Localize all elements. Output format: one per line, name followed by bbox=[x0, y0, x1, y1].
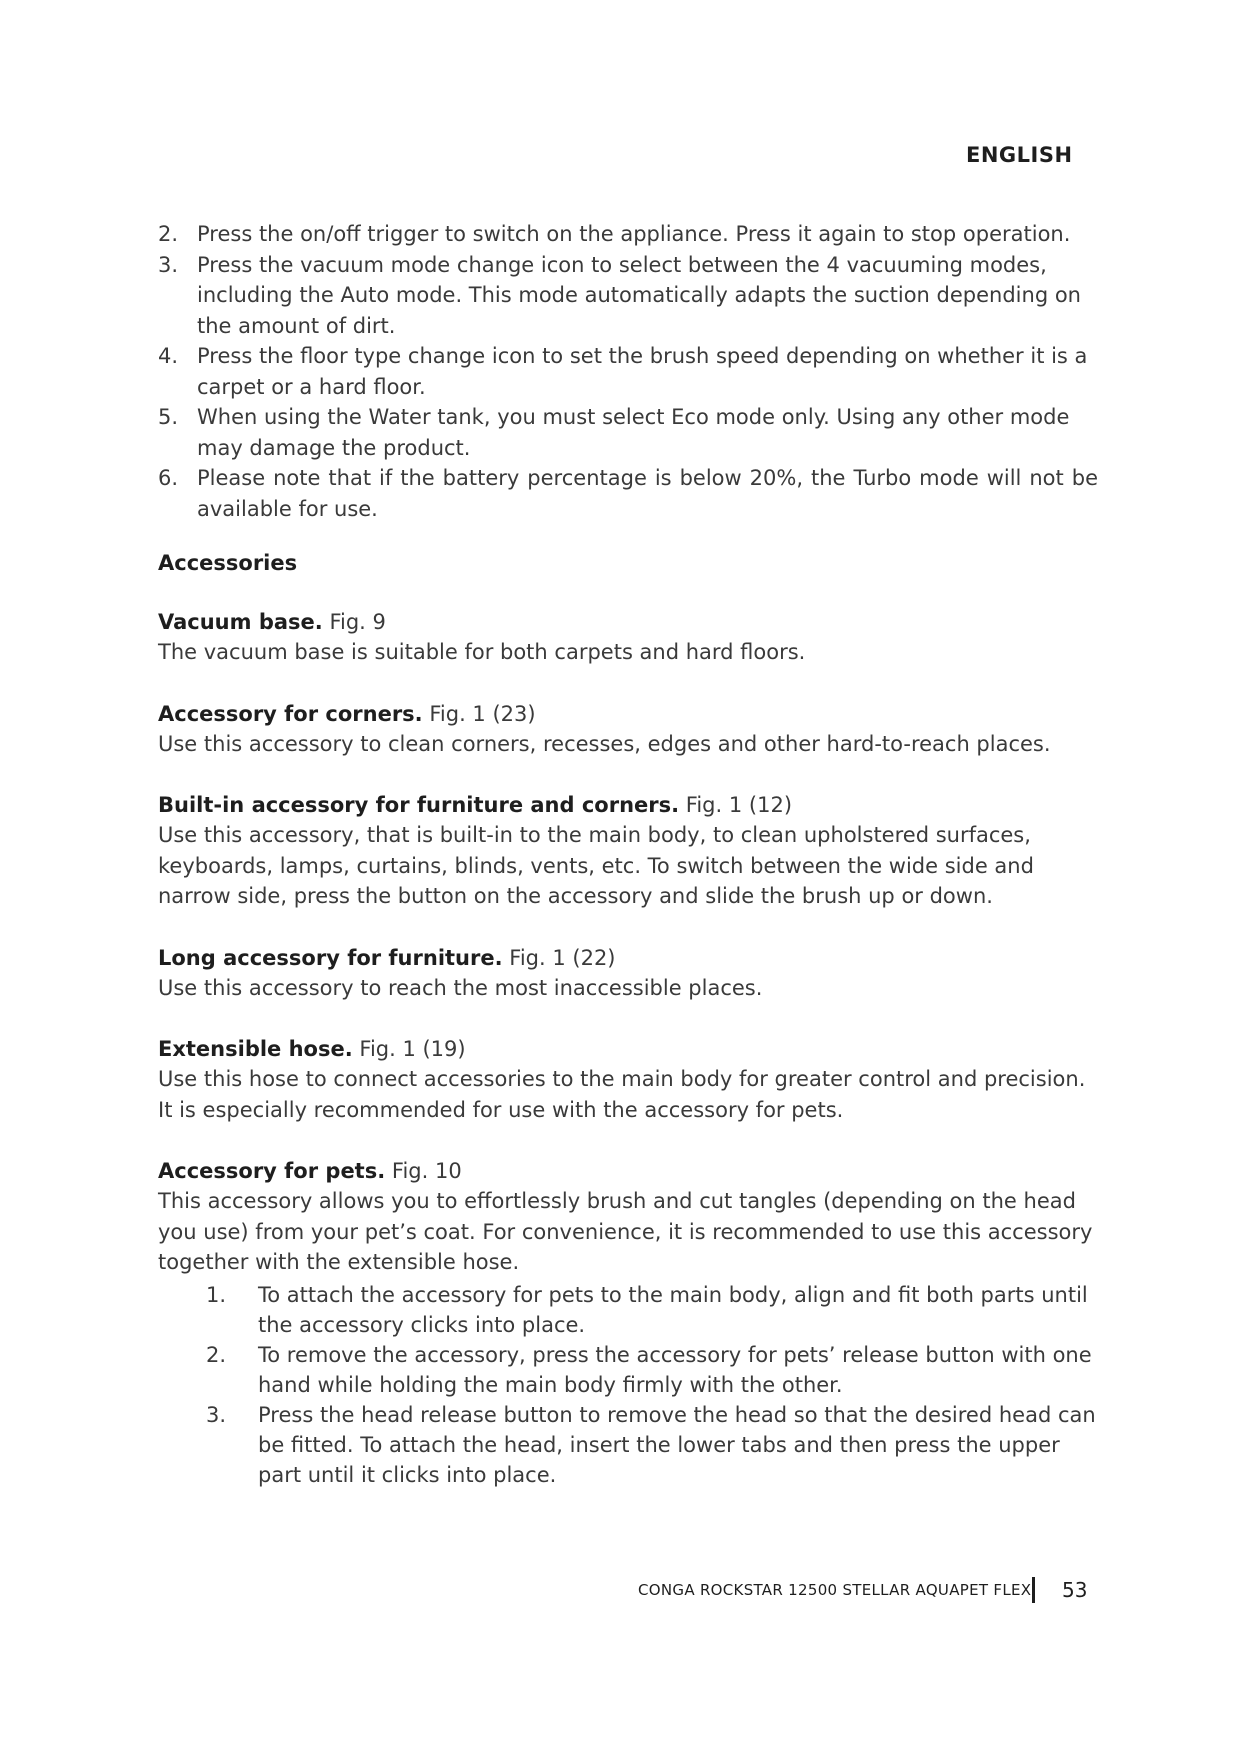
section-text: Use this accessory, that is built-in to the main body, to clean upholstered surfaces, keyboards, lamps, curtains, blinds, vents, etc. To switch between the wide side and narrow side, press the button on the accessory and slide the brush up or down. bbox=[158, 823, 1034, 908]
step-text: To attach the accessory for pets to the main body, align and fit both parts until the accessory clicks into place. bbox=[258, 1282, 1088, 1337]
language-label: ENGLISH bbox=[966, 143, 1073, 167]
section-title: Built-in accessory for furniture and corners. Fig. 1 (12) bbox=[158, 793, 793, 817]
section-accessory-pets bbox=[158, 1157, 1098, 1490]
list-item bbox=[158, 1280, 1098, 1340]
list-item bbox=[158, 219, 1098, 250]
section-vacuum-base bbox=[158, 608, 1098, 668]
section-accessory-corners bbox=[158, 700, 1098, 760]
step-text: Press the on/off trigger to switch on the appliance. Press it again to stop operation. bbox=[197, 222, 1071, 246]
figure-ref: Fig. 1 (19) bbox=[359, 1037, 466, 1061]
step-number: 2. bbox=[206, 1342, 227, 1367]
footer-divider bbox=[1032, 1577, 1035, 1603]
pet-steps-list bbox=[158, 1280, 1098, 1490]
section-text: The vacuum base is suitable for both carpets and hard floors. bbox=[158, 640, 806, 664]
section-text: This accessory allows you to effortlessly brush and cut tangles (depending on the head you use) from your pet’s coat. For convenience, it is recommended to use this accessory together with the extensible hose. bbox=[158, 1189, 1093, 1274]
step-number: 6. bbox=[158, 466, 179, 490]
figure-ref: Fig. 1 (23) bbox=[429, 701, 536, 726]
figure-ref: Fig. 1 (22) bbox=[509, 945, 616, 970]
step-text: When using the Water tank, you must select Eco mode only. Using any other mode may damage the product. bbox=[197, 405, 1070, 460]
list-item bbox=[158, 402, 1098, 463]
list-item bbox=[158, 341, 1098, 402]
section-title: Extensible hose. Fig. 1 (19) bbox=[158, 1037, 466, 1061]
section-text: Use this accessory to clean corners, recesses, edges and other hard-to-reach places. bbox=[158, 731, 1051, 756]
figure-ref: Fig. 9 bbox=[329, 610, 386, 634]
product-model: CONGA ROCKSTAR 12500 STELLAR AQUAPET FLEX bbox=[638, 1581, 1032, 1599]
step-text: To remove the accessory, press the accessory for pets’ release button with one hand while holding the main body firmly with the other. bbox=[258, 1342, 1092, 1397]
section-text: Use this hose to connect accessories to the main body for greater control and precision. It is especially recommended for use with the accessory for pets. bbox=[158, 1067, 1086, 1122]
list-item bbox=[158, 463, 1098, 524]
accessories-heading: Accessories bbox=[158, 551, 298, 575]
step-number: 3. bbox=[206, 1402, 227, 1427]
step-text: Please note that if the battery percentage is below 20%, the Turbo mode will not be available for use. bbox=[197, 466, 1098, 521]
section-title: Accessory for corners. Fig. 1 (23) bbox=[158, 701, 536, 726]
page-number: 53 bbox=[1062, 1578, 1088, 1602]
step-text: Press the vacuum mode change icon to select between the 4 vacuuming modes, including the Auto mode. This mode automatically adapts the suction depending on the amount of dirt. bbox=[197, 252, 1081, 338]
list-item bbox=[158, 1400, 1098, 1490]
list-item bbox=[158, 250, 1098, 342]
figure-ref: Fig. 10 bbox=[391, 1159, 462, 1183]
step-text: Press the floor type change icon to set the brush speed depending on whether it is a carpet or a hard floor. bbox=[197, 344, 1088, 399]
step-text: Press the head release button to remove the head so that the desired head can be fitted. To attach the head, insert the lower tabs and then press the upper part until it clicks into place. bbox=[258, 1402, 1096, 1487]
section-extensible-hose bbox=[158, 1035, 1098, 1125]
figure-ref: Fig. 1 (12) bbox=[685, 793, 793, 817]
section-builtin-accessory bbox=[158, 791, 1098, 912]
page-content bbox=[158, 219, 1098, 1490]
step-number: 3. bbox=[158, 252, 179, 277]
usage-steps-list bbox=[158, 219, 1098, 524]
step-number: 1. bbox=[206, 1282, 227, 1307]
step-number: 4. bbox=[158, 344, 179, 368]
step-number: 2. bbox=[158, 222, 179, 246]
section-title: Long accessory for furniture. Fig. 1 (22) bbox=[158, 945, 616, 970]
page-footer bbox=[638, 1575, 1088, 1605]
section-text: Use this accessory to reach the most inaccessible places. bbox=[158, 975, 763, 1000]
section-long-accessory bbox=[158, 944, 1098, 1004]
step-number: 5. bbox=[158, 405, 179, 429]
list-item bbox=[158, 1340, 1098, 1400]
section-title: Vacuum base. Fig. 9 bbox=[158, 610, 386, 634]
section-title: Accessory for pets. Fig. 10 bbox=[158, 1159, 462, 1183]
